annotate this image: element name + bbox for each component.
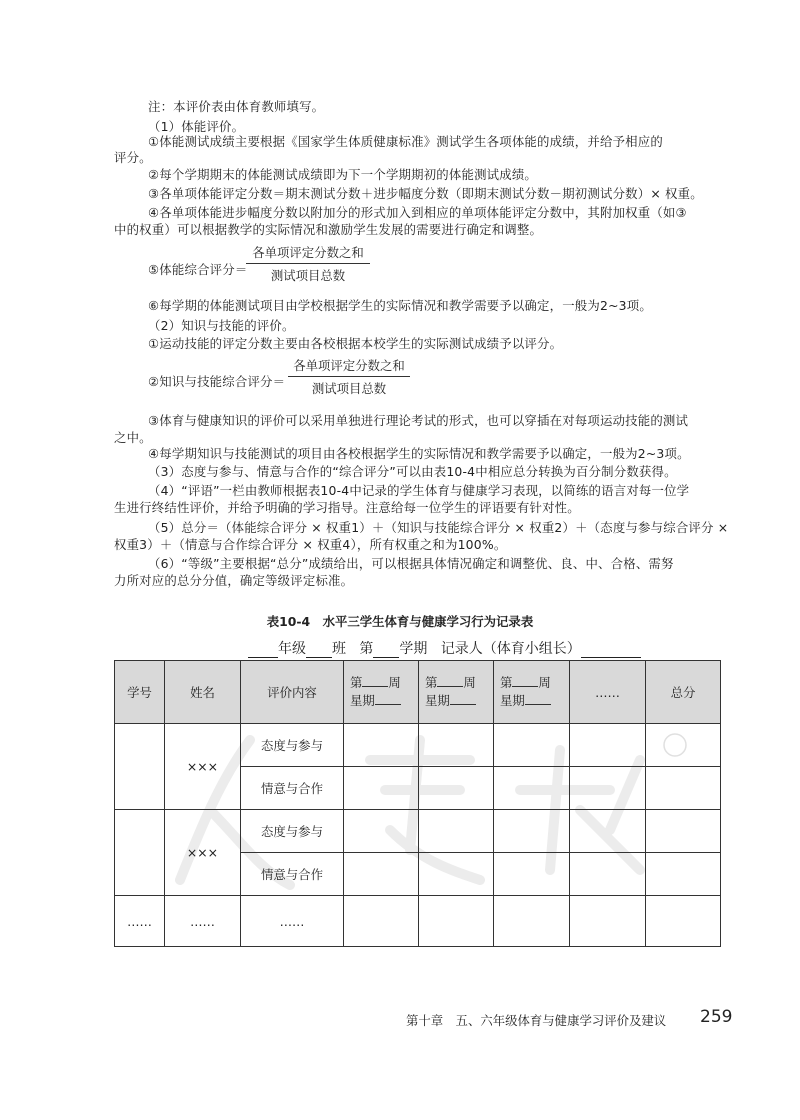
header-week-2 [419,661,494,724]
ellipsis-cell: …… [241,896,344,947]
score-cell[interactable] [570,767,646,810]
grade-blank[interactable] [248,642,278,658]
section1-item3: ③各单项体能评定分数＝期末测试分数＋进步幅度分数（即期末测试分数－期初测试分数）× 权重。 [148,186,703,201]
header-week-1 [344,661,419,724]
section1-item6: ⑥每学期的体能测试项目由学校根据学生的实际情况和教学需要予以确定，一般为2~3项。 [148,298,652,313]
section2-item4: ④每学期知识与技能测试的项目由各校根据学生的实际情况和教学需要予以确定，一般为2~3项。 [148,446,690,461]
id-cell[interactable] [115,810,165,896]
table-row [115,896,721,947]
score-cell[interactable] [419,896,494,947]
week-di: 第 [500,675,513,690]
week-blank[interactable] [512,674,538,687]
content-cell: 态度与参与 [241,724,344,767]
content-cell: 情意与合作 [241,853,344,896]
term-label: 学期 [399,641,428,657]
total-cell[interactable] [646,724,721,767]
recorder-label: 记录人（体育小组长） [440,641,581,657]
weekday-blank[interactable] [375,692,401,705]
fraction-bar [288,376,410,377]
section1-item1-line2: 评分。 [114,150,152,165]
score-cell[interactable] [344,767,419,810]
record-table [114,660,721,947]
score-cell[interactable] [570,853,646,896]
section1-item4-line2: 中的权重）可以根据教学的实际情况和激励学生发展的需要进行确定和调整。 [114,222,543,237]
table-title: 表10-4 水平三学生体育与健康学习行为记录表 [266,614,534,629]
section1-item4-line1: ④各单项体能进步幅度分数以附加分的形式加入到相应的单项体能评定分数中，其附加权重（如③ [148,205,687,220]
formula2-numerator: 各单项评定分数之和 [293,358,405,373]
score-cell[interactable] [419,724,494,767]
weekday-label: 星期 [425,693,450,708]
section1-item2: ②每个学期期末的体能测试成绩即为下一个学期期初的体能测试成绩。 [148,167,538,182]
total-cell[interactable] [646,767,721,810]
score-cell[interactable] [570,724,646,767]
week-blank[interactable] [437,674,463,687]
formula2-denominator: 测试项目总数 [311,381,387,396]
score-cell[interactable] [494,767,570,810]
weekday-blank[interactable] [525,692,551,705]
week-blank[interactable] [362,674,388,687]
section6-line1: （6）“等级”主要根据“总分”成绩给出，可以根据具体情况确定和调整优、良、中、合格、需努 [148,556,674,571]
header-content: 评价内容 [241,661,344,724]
section2-formula2-label: ②知识与技能综合评分＝ [148,374,286,389]
section2-item3-line1: ③体育与健康知识的评价可以采用单独进行理论考试的形式，也可以穿插在对每项运动技能的测试 [148,413,689,428]
recorder-blank[interactable] [581,642,641,658]
header-name: 姓名 [165,661,241,724]
section2-item1: ①运动技能的评定分数主要由各校根据本校学生的实际测试成绩予以评分。 [148,336,563,351]
week-di: 第 [425,675,438,690]
page-number: 259 [700,1007,733,1027]
week-zhou: 周 [538,675,551,690]
total-cell[interactable] [646,896,721,947]
score-cell[interactable] [494,810,570,853]
section2-formula2-fraction [288,358,410,397]
section1-heading: （1）体能评价。 [148,119,245,134]
ellipsis-cell: …… [115,896,165,947]
table-row [115,810,721,853]
content-cell: 态度与参与 [241,810,344,853]
week-zhou: 周 [388,675,401,690]
score-cell[interactable] [419,767,494,810]
section1-formula5-label: ⑤体能综合评分＝ [148,262,248,277]
section4-line2: 生进行终结性评价，并给予明确的学习指导。注意给每一位学生的评语要有针对性。 [114,500,580,515]
weekday-label: 星期 [500,693,525,708]
weekday-blank[interactable] [450,692,476,705]
fraction-bar [246,263,370,264]
score-cell[interactable] [344,810,419,853]
total-cell[interactable] [646,853,721,896]
score-cell[interactable] [494,724,570,767]
score-cell[interactable] [494,853,570,896]
score-cell[interactable] [570,896,646,947]
score-cell[interactable] [419,853,494,896]
score-cell[interactable] [494,896,570,947]
section2-heading: （2）知识与技能的评价。 [148,318,295,333]
header-total: 总分 [646,661,721,724]
class-label: 班 [332,641,346,657]
header-id: 学号 [115,661,165,724]
student-name-cell: ××× [165,810,241,896]
table-subtitle [248,638,641,658]
total-cell[interactable] [646,810,721,853]
score-cell[interactable] [419,810,494,853]
content-cell: 情意与合作 [241,767,344,810]
class-blank[interactable] [306,642,332,658]
section6-line2: 力所对应的总分分值，确定等级评定标准。 [114,573,354,588]
week-di: 第 [350,675,363,690]
section5-line1: （5）总分＝（体能综合评分 × 权重1）＋（知识与技能综合评分 × 权重2）＋（态度与参与综合评分 × [148,520,729,535]
weekday-label: 星期 [350,693,375,708]
section4-line1: （4）“评语”一栏由教师根据表10-4中记录的学生体育与健康学习表现，以简练的语言对每一位学 [148,483,690,498]
section3: （3）态度与参与、情意与合作的“综合评分”可以由表10-4中相应总分转换为百分制分数获得。 [148,464,677,479]
student-name-cell: ××× [165,724,241,810]
grade-label: 年级 [278,641,306,657]
term-blank[interactable] [373,642,399,658]
table-row [115,724,721,767]
chapter-footer: 第十章 五、六年级体育与健康学习评价及建议 [406,1013,667,1028]
id-cell[interactable] [115,724,165,810]
header-week-3 [494,661,570,724]
di-label: 第 [359,641,374,657]
formula5-numerator: 各单项评定分数之和 [252,245,364,260]
header-ellipsis: …… [570,661,646,724]
week-zhou: 周 [463,675,476,690]
score-cell[interactable] [344,724,419,767]
score-cell[interactable] [344,853,419,896]
ellipsis-cell: …… [165,896,241,947]
note-intro: 注：本评价表由体育教师填写。 [148,99,325,114]
score-cell[interactable] [344,896,419,947]
table-header-row [115,661,721,724]
score-cell[interactable] [570,810,646,853]
section2-item3-line2: 之中。 [114,430,152,445]
formula5-denominator: 测试项目总数 [270,268,346,283]
section1-item1-line1: ①体能测试成绩主要根据《国家学生体质健康标准》测试学生各项体能的成绩，并给予相应的 [148,134,663,149]
section5-line2: 权重3）＋（情意与合作综合评分 × 权重4），所有权重之和为100%。 [114,537,507,552]
section1-formula5-fraction [246,245,370,284]
